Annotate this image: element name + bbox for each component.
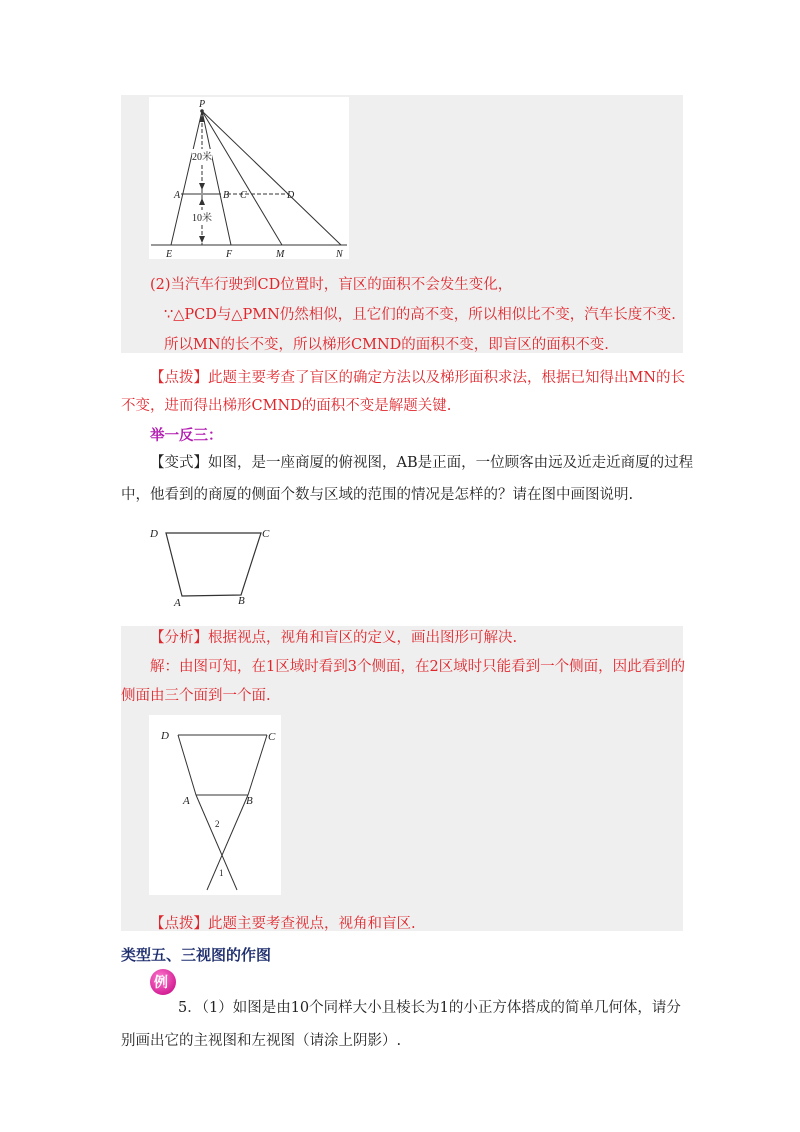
fig3-label-d: D: [161, 730, 169, 742]
question-line-2: 别画出它的主视图和左视图（请涂上阴影）.: [121, 1033, 402, 1049]
fig2-label-a: A: [174, 597, 181, 609]
analysis-tip: 【点拨】此题主要考查视点，视角和盲区.: [150, 916, 416, 932]
fig3-label-a: A: [183, 795, 190, 807]
fig2-label-d: D: [150, 528, 158, 540]
variant-line-2: 中，他看到的商厦的侧面个数与区域的范围的情况是怎样的？请在图中画图说明.: [121, 487, 634, 503]
practice-heading: 举一反三：: [150, 428, 223, 444]
solution-line-2: ∵△PCD与△PMN仍然相似，且它们的高不变，所以相似比不变，汽车长度不变.: [164, 307, 676, 323]
label-20m: 20米: [192, 152, 212, 163]
analysis-line-1: 【分析】根据视点，视角和盲区的定义，画出图形可解决.: [150, 630, 518, 646]
label-a: A: [174, 190, 181, 201]
solution-line-1: (2)当汽车行驶到CD位置时，盲区的面积不会发生变化，: [150, 277, 513, 293]
variant-line-1: 【变式】如图，是一座商厦的俯视图，AB是正面，一位顾客由远及近走近商厦的过程: [150, 455, 694, 471]
label-p: P: [199, 99, 206, 110]
label-m: M: [276, 249, 285, 259]
label-b: B: [223, 190, 230, 201]
fig2-label-c: C: [262, 528, 270, 540]
building-top-view: [146, 520, 276, 610]
example-badge: [148, 967, 178, 997]
analysis-line-2: 解：由图可知，在1区域时看到3个侧面，在2区域时只能看到一个侧面，因此看到的: [150, 659, 686, 675]
fig3-label-b: B: [246, 795, 253, 807]
label-c: C: [240, 190, 247, 201]
analysis-line-3: 侧面由三个面到一个面.: [121, 688, 271, 704]
label-f: F: [226, 249, 233, 259]
fig3-label-c: C: [268, 731, 276, 743]
section-heading: 类型五、三视图的作图: [121, 946, 272, 964]
label-n: N: [336, 249, 343, 259]
tip-line-2: 不变，进而得出梯形CMND的面积不变是解题关键.: [121, 398, 452, 414]
label-10m: 10米: [192, 213, 212, 224]
blind-zone-diagram: [149, 97, 349, 259]
zone-2-label: 2: [215, 819, 220, 829]
label-e: E: [166, 249, 173, 259]
blind-zone-figure: [149, 97, 349, 259]
label-d: D: [287, 190, 295, 201]
tip-line-1: 【点拨】此题主要考查了盲区的确定方法以及梯形面积求法，根据已知得出MN的长: [150, 370, 686, 386]
example-badge-text: 例: [154, 975, 168, 991]
question-line-1: 5．（1）如图是由10个同样大小且棱长为1的小正方体搭成的简单几何体，请分: [178, 1000, 681, 1016]
viewing-zones-diagram: [149, 715, 281, 895]
building-figure: [146, 520, 276, 610]
solution-line-3: 所以MN的长不变，所以梯形CMND的面积不变，即盲区的面积不变.: [164, 337, 609, 353]
fig2-label-b: B: [238, 595, 245, 607]
zone-1-label: 1: [219, 868, 224, 878]
viewing-zones-figure: [149, 715, 281, 895]
